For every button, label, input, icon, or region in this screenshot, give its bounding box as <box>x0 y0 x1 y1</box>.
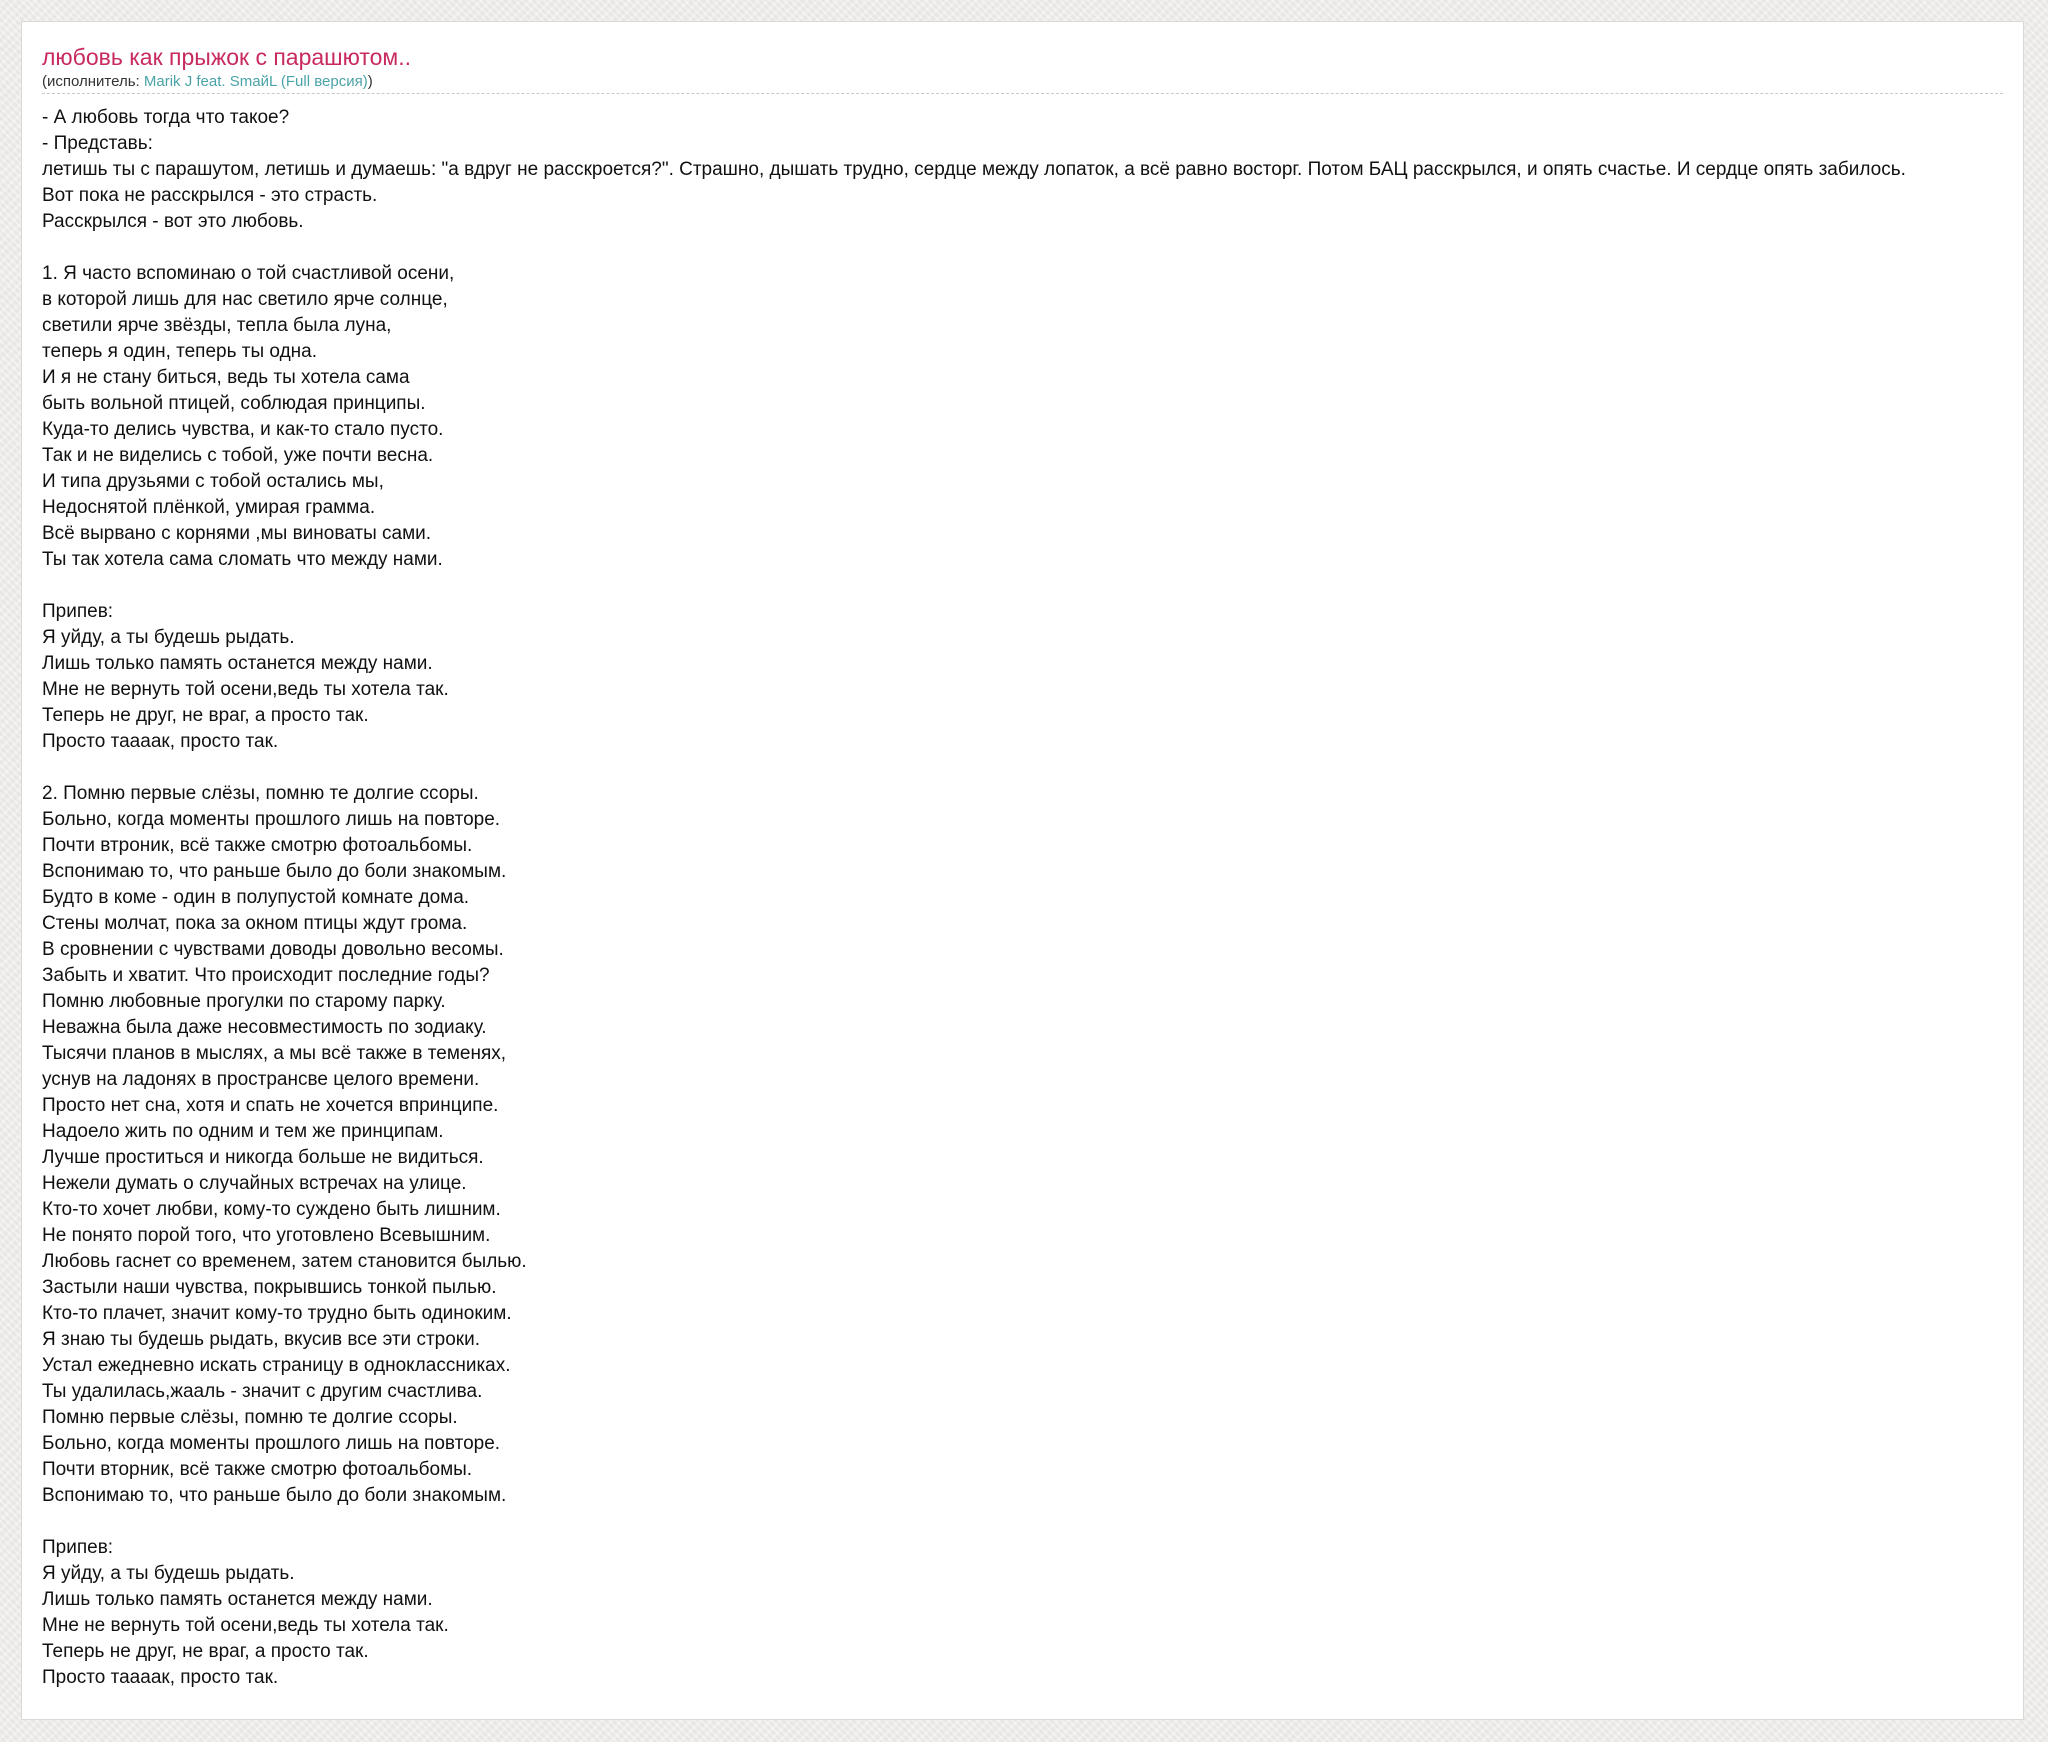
lyrics-panel <box>21 21 2024 1720</box>
song-header <box>42 42 2003 94</box>
artist-prefix: (исполнитель: <box>42 73 144 90</box>
artist-line <box>42 72 2003 92</box>
song-title: любовь как прыжок с парашютом.. <box>42 44 412 70</box>
artist-link[interactable]: Marik J feat. SmaйL (Full версия) <box>143 73 368 90</box>
artist-suffix: ) <box>367 73 373 90</box>
lyrics-text: - А любовь тогда что такое? - Представь: летишь ты с парашутом, летишь и думаешь: "а вдруг не расскроется?". Страшно, дышать трудно, сердце между лопаток, а всё равно восторг. Потом БАЦ расскрылся, и опять счастье. И сердце опять забилось. Вот пока не расскрылся - это страсть. Расскрылся - вот это любовь. 1. Я часто вспоминаю о той счастливой осени, в которой лишь для нас светило ярче солнце, светили ярче звёзды, тепла была луна, теперь я один, теперь ты одна. И я не стану биться, ведь ты хотела сама быть вольной птицей, соблюдая принципы. Куда-то делись чувства, и как-то стало пусто. Так и не виделись с тобой, уже почти весна. И типа друзьями с тобой остались мы, Недоснятой плёнкой, умирая грамма. Всё вырвано с корнями ,мы виноваты сами. Ты так хотела сама сломать что между нами. Припев: Я уйду, а ты будешь рыдать. Лишь только память останется между нами. Мне не вернуть той осени,ведь ты хотела так. Теперь не друг, не враг, а просто так. Просто таааак, просто так. 2. Помню первые слёзы, помню те долгие ссоры. Больно, когда моменты прошлого лишь на повторе. Почти втроник, всё также смотрю фотоальбомы. Вспонимаю то, что раньше было до боли знакомым. Будто в коме - один в полупустой комнате дома. Стены молчат, пока за окном птицы ждут грома. В сровнении с чувствами доводы довольно весомы. Забыть и хватит. Что происходит последние годы? Помню любовные прогулки по старому парку. Неважна была даже несовместимость по зодиаку. Тысячи планов в мыслях, а мы всё также в теменях, уснув на ладонях в прострaнсве целого времени. Просто нет сна, хотя и спать не хочется впринципе. Надоело жить по одним и тем же принципам. Лучше проститься и никогда больше не видиться. Нежели думать о случайных встречах на улице. Кто-то хочет любви, кому-то суждено быть лишним. Не понято порой того, что уготовлено Всевышним. Любовь гаснет со временем, затем становится былью. Застыли наши чувства, покрывшись тонкой пылью. Кто-то плачет, значит кому-то трудно быть одиноким. Я знаю ты будешь рыдать, вкусив все эти строки. Устал ежедневно искать страницу в одноклассниках. Ты удалилась,жааль - значит с другим счастлива. Помню первые слёзы, помню те долгие ссоры. Больно, когда моменты прошлого лишь на повторе. Почти вторник, всё также смотрю фотоальбомы. Вспонимаю то, что раньше было до боли знакомым. Припев: Я уйду, а ты будешь рыдать. Лишь только память останется между нами. Мне не вернуть той осени,ведь ты хотела так. Теперь не друг, не враг, а просто так. Просто таааак, просто так. <box>42 107 1906 1688</box>
